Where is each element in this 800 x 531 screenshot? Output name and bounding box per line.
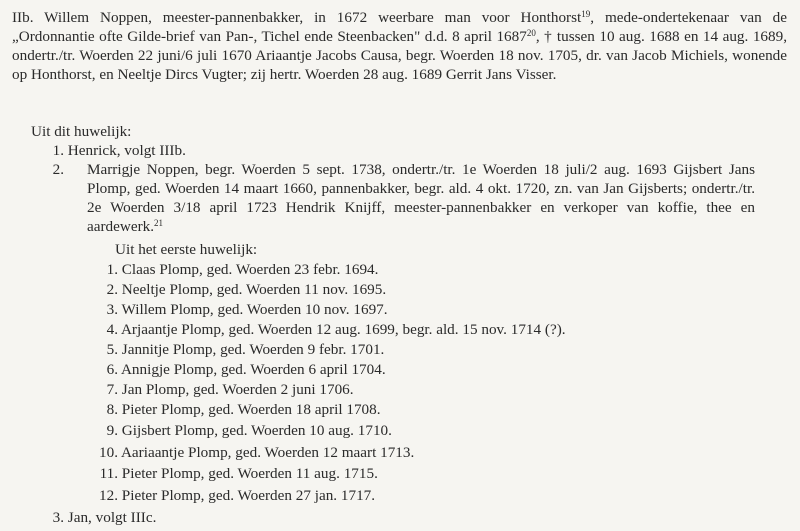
grandchild-text: Jannitje Plomp, ged. Woerden 9 febr. 1701. — [121, 341, 385, 358]
grandchild-text: Annigje Plomp, ged. Woerden 6 april 1704. — [120, 361, 386, 378]
grandchild-number: 5. — [106, 341, 118, 358]
grandchild-text: Pieter Plomp, ged. Woerden 27 jan. 1717. — [121, 487, 376, 504]
intro-text-1: IIb. Willem Noppen, meester-pannenbakker, in 1672 weerbare man voor Honthorst — [12, 9, 582, 26]
marriage-heading: Uit dit huwelijk: — [31, 123, 132, 140]
grandchild-number: 4. — [106, 321, 118, 338]
grandchild-number: 2. — [106, 281, 118, 298]
grandchild-text: Pieter Plomp, ged. Woerden 18 april 1708. — [121, 401, 381, 418]
intro-text-3: , † tussen 10 aug. 1688 en 14 aug. 1689, ondertr./tr. Woerden 22 juni/6 juli 1670 Ariaantje Jacobs Causa, begr. Woerden 18 nov. 1705, dr. van Jacob Michiels, wonende op Honthorst, en Neeltje Dircs Vugter; zij hertr. Woerden 28 aug. 1689 Gerrit Jans Visser. — [12, 28, 787, 83]
grandchild-text: Neeltje Plomp, ged. Woerden 11 nov. 1695. — [121, 281, 387, 298]
footnote-ref-21[interactable]: 21 — [154, 218, 164, 228]
grandchild-item-9 — [96, 421, 392, 440]
child-number: 2. — [52, 161, 64, 178]
first-marriage-heading: Uit het eerste huwelijk: — [115, 241, 258, 258]
grandchild-number: 8. — [106, 401, 118, 418]
grandchild-number: 1. — [106, 261, 118, 278]
grandchild-item-2 — [96, 280, 386, 299]
grandchild-item-11 — [96, 464, 378, 483]
grandchild-item-12 — [96, 486, 375, 505]
grandchild-number: 10. — [99, 444, 118, 461]
child-item-1 — [46, 141, 186, 160]
footnote-ref-20[interactable]: 20 — [526, 28, 536, 38]
grandchild-number: 9. — [106, 422, 118, 439]
grandchild-text: Claas Plomp, ged. Woerden 23 febr. 1694. — [121, 261, 379, 278]
grandchild-number: 6. — [106, 361, 118, 378]
child-item-3 — [46, 508, 156, 527]
grandchild-number: 3. — [106, 301, 118, 318]
grandchild-text: Aariaantje Plomp, ged. Woerden 12 maart 1713. — [120, 444, 415, 461]
grandchild-item-4 — [96, 320, 566, 339]
intro-paragraph — [12, 8, 787, 84]
grandchild-text: Pieter Plomp, ged. Woerden 11 aug. 1715. — [121, 465, 378, 482]
grandchild-item-8 — [96, 400, 381, 419]
child-number: 1. — [52, 142, 64, 159]
intro-text-2: , mede-ondertekenaar van de „Ordonnantie ofte Gilde-brief van Pan-, Tichel ende Steenbacken" d.d. 8 april 1687 — [12, 9, 788, 45]
grandchild-item-10 — [96, 443, 414, 462]
grandchild-number: 12. — [99, 487, 118, 504]
grandchild-number: 7. — [106, 381, 118, 398]
grandchild-item-3 — [96, 300, 388, 319]
child-number: 3. — [52, 509, 64, 526]
grandchild-text: Willem Plomp, ged. Woerden 10 nov. 1697. — [121, 301, 388, 318]
child-text: Jan, volgt IIIc. — [67, 509, 157, 526]
grandchild-text: Gijsbert Plomp, ged. Woerden 10 aug. 1710. — [121, 422, 392, 439]
child-text: Henrick, volgt IIIb. — [67, 142, 186, 159]
grandchild-text: Jan Plomp, ged. Woerden 2 juni 1706. — [121, 381, 354, 398]
child-item-2-text — [87, 160, 755, 236]
grandchild-text: Arjaantje Plomp, ged. Woerden 12 aug. 1699, begr. ald. 15 nov. 1714 (?). — [120, 321, 566, 338]
grandchild-item-5 — [96, 340, 384, 359]
grandchild-number: 11. — [99, 465, 118, 482]
child-text: Marrigje Noppen, begr. Woerden 5 sept. 1738, ondertr./tr. 1e Woerden 18 juli/2 aug. 1693 Gijsbert Jans Plomp, ged. Woerden 14 maart 1660, pannenbakker, begr. ald. 4 okt. 1720, zn. van Jan Gijsberts; ondertr./tr. 2e Woerden 3/18 april 1723 Hendrik Knijff, meester-pannenbakker en verkoper van koffie, thee en aardewerk. — [87, 161, 755, 235]
child-item-2-number — [46, 160, 64, 179]
grandchild-item-7 — [96, 380, 354, 399]
grandchild-item-1 — [96, 260, 378, 279]
grandchild-item-6 — [96, 360, 386, 379]
footnote-ref-19[interactable]: 19 — [581, 9, 591, 19]
